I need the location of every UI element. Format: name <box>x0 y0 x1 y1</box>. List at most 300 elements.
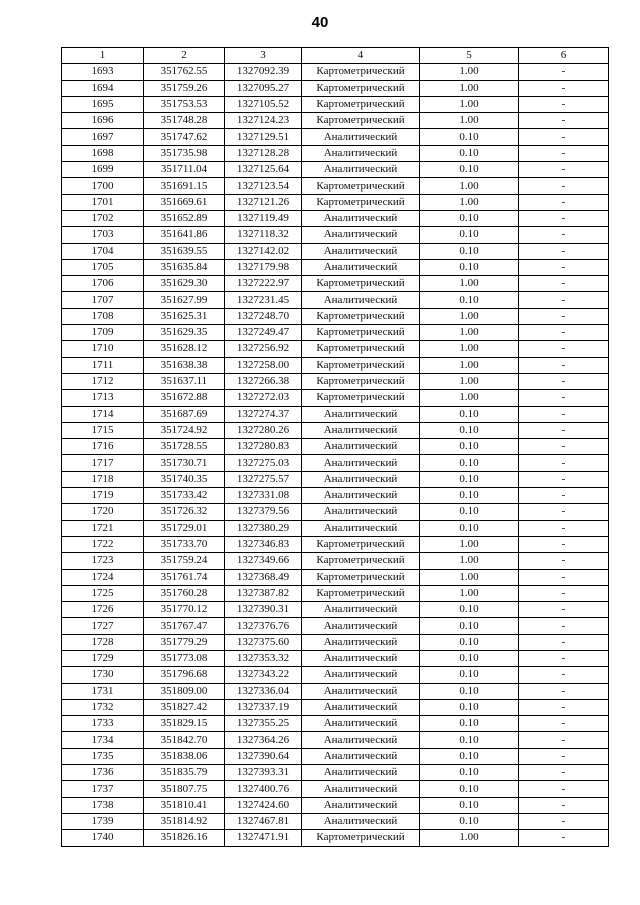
cell-x: 351730.71 <box>144 455 225 471</box>
cell-description: - <box>519 634 609 650</box>
cell-method: Аналитический <box>302 292 420 308</box>
cell-method: Картометрический <box>302 390 420 406</box>
cell-method: Аналитический <box>302 504 420 520</box>
cell-description: - <box>519 325 609 341</box>
cell-y: 1327123.54 <box>225 178 302 194</box>
cell-x: 351770.12 <box>144 602 225 618</box>
cell-accuracy: 0.10 <box>420 439 519 455</box>
cell-y: 1327272.03 <box>225 390 302 406</box>
cell-point-number: 1709 <box>62 325 144 341</box>
cell-y: 1327390.31 <box>225 602 302 618</box>
cell-accuracy: 0.10 <box>420 471 519 487</box>
table-row <box>62 520 609 536</box>
cell-x: 351629.30 <box>144 276 225 292</box>
cell-x: 351625.31 <box>144 308 225 324</box>
cell-x: 351733.42 <box>144 488 225 504</box>
table-header-row <box>62 48 609 64</box>
table-row <box>62 292 609 308</box>
column-header-description: 6 <box>519 48 609 64</box>
cell-x: 351759.26 <box>144 80 225 96</box>
cell-x: 351809.00 <box>144 683 225 699</box>
table-row <box>62 64 609 80</box>
cell-x: 351814.92 <box>144 813 225 829</box>
table-row <box>62 553 609 569</box>
cell-x: 351826.16 <box>144 830 225 846</box>
cell-accuracy: 0.10 <box>420 210 519 226</box>
cell-accuracy: 1.00 <box>420 276 519 292</box>
cell-point-number: 1730 <box>62 667 144 683</box>
cell-y: 1327400.76 <box>225 781 302 797</box>
cell-x: 351773.08 <box>144 650 225 666</box>
cell-x: 351669.61 <box>144 194 225 210</box>
cell-description: - <box>519 504 609 520</box>
cell-description: - <box>519 373 609 389</box>
cell-point-number: 1697 <box>62 129 144 145</box>
cell-x: 351838.06 <box>144 748 225 764</box>
table-row <box>62 813 609 829</box>
cell-y: 1327349.66 <box>225 553 302 569</box>
table-row <box>62 765 609 781</box>
cell-description: - <box>519 422 609 438</box>
cell-description: - <box>519 765 609 781</box>
cell-method: Аналитический <box>302 683 420 699</box>
cell-y: 1327364.26 <box>225 732 302 748</box>
cell-description: - <box>519 308 609 324</box>
table-row <box>62 390 609 406</box>
table-row <box>62 96 609 112</box>
cell-accuracy: 1.00 <box>420 113 519 129</box>
cell-description: - <box>519 292 609 308</box>
cell-method: Картометрический <box>302 536 420 552</box>
cell-y: 1327376.76 <box>225 618 302 634</box>
cell-accuracy: 1.00 <box>420 308 519 324</box>
cell-description: - <box>519 569 609 585</box>
cell-description: - <box>519 830 609 846</box>
cell-description: - <box>519 259 609 275</box>
cell-point-number: 1723 <box>62 553 144 569</box>
cell-point-number: 1693 <box>62 64 144 80</box>
cell-point-number: 1712 <box>62 373 144 389</box>
cell-accuracy: 0.10 <box>420 716 519 732</box>
cell-x: 351641.86 <box>144 227 225 243</box>
cell-point-number: 1734 <box>62 732 144 748</box>
cell-method: Картометрический <box>302 96 420 112</box>
cell-point-number: 1719 <box>62 488 144 504</box>
cell-y: 1327390.64 <box>225 748 302 764</box>
cell-y: 1327471.91 <box>225 830 302 846</box>
cell-x: 351691.15 <box>144 178 225 194</box>
cell-accuracy: 0.10 <box>420 292 519 308</box>
table-row <box>62 422 609 438</box>
cell-point-number: 1703 <box>62 227 144 243</box>
cell-x: 351652.89 <box>144 210 225 226</box>
cell-description: - <box>519 683 609 699</box>
cell-y: 1327129.51 <box>225 129 302 145</box>
cell-y: 1327336.04 <box>225 683 302 699</box>
table-row <box>62 569 609 585</box>
cell-x: 351639.55 <box>144 243 225 259</box>
cell-point-number: 1733 <box>62 716 144 732</box>
cell-description: - <box>519 602 609 618</box>
table-row <box>62 308 609 324</box>
cell-accuracy: 0.10 <box>420 781 519 797</box>
cell-accuracy: 0.10 <box>420 227 519 243</box>
column-header-accuracy: 5 <box>420 48 519 64</box>
cell-y: 1327275.03 <box>225 455 302 471</box>
cell-x: 351759.24 <box>144 553 225 569</box>
cell-accuracy: 1.00 <box>420 553 519 569</box>
cell-point-number: 1738 <box>62 797 144 813</box>
cell-accuracy: 1.00 <box>420 64 519 80</box>
cell-x: 351810.41 <box>144 797 225 813</box>
cell-description: - <box>519 553 609 569</box>
cell-method: Аналитический <box>302 227 420 243</box>
table-row <box>62 243 609 259</box>
table-row <box>62 667 609 683</box>
cell-point-number: 1721 <box>62 520 144 536</box>
cell-point-number: 1711 <box>62 357 144 373</box>
cell-point-number: 1718 <box>62 471 144 487</box>
column-header-y: 3 <box>225 48 302 64</box>
cell-description: - <box>519 145 609 161</box>
cell-method: Аналитический <box>302 520 420 536</box>
cell-point-number: 1700 <box>62 178 144 194</box>
cell-accuracy: 0.10 <box>420 162 519 178</box>
cell-description: - <box>519 667 609 683</box>
cell-method: Картометрический <box>302 276 420 292</box>
cell-point-number: 1701 <box>62 194 144 210</box>
cell-accuracy: 1.00 <box>420 390 519 406</box>
cell-y: 1327331.08 <box>225 488 302 504</box>
cell-y: 1327343.22 <box>225 667 302 683</box>
cell-x: 351726.32 <box>144 504 225 520</box>
cell-y: 1327121.26 <box>225 194 302 210</box>
cell-method: Аналитический <box>302 650 420 666</box>
cell-point-number: 1715 <box>62 422 144 438</box>
cell-method: Аналитический <box>302 748 420 764</box>
cell-method: Аналитический <box>302 781 420 797</box>
table-row <box>62 129 609 145</box>
cell-method: Аналитический <box>302 797 420 813</box>
cell-y: 1327222.97 <box>225 276 302 292</box>
cell-description: - <box>519 732 609 748</box>
cell-point-number: 1698 <box>62 145 144 161</box>
cell-x: 351733.70 <box>144 536 225 552</box>
cell-accuracy: 1.00 <box>420 194 519 210</box>
cell-y: 1327346.83 <box>225 536 302 552</box>
cell-y: 1327248.70 <box>225 308 302 324</box>
cell-y: 1327142.02 <box>225 243 302 259</box>
cell-point-number: 1735 <box>62 748 144 764</box>
cell-description: - <box>519 488 609 504</box>
cell-accuracy: 0.10 <box>420 667 519 683</box>
cell-x: 351735.98 <box>144 145 225 161</box>
table-row <box>62 781 609 797</box>
cell-description: - <box>519 585 609 601</box>
cell-y: 1327119.49 <box>225 210 302 226</box>
cell-y: 1327231.45 <box>225 292 302 308</box>
cell-accuracy: 1.00 <box>420 357 519 373</box>
cell-description: - <box>519 716 609 732</box>
cell-point-number: 1720 <box>62 504 144 520</box>
cell-y: 1327280.26 <box>225 422 302 438</box>
cell-method: Аналитический <box>302 716 420 732</box>
cell-y: 1327368.49 <box>225 569 302 585</box>
cell-y: 1327092.39 <box>225 64 302 80</box>
cell-description: - <box>519 357 609 373</box>
cell-method: Аналитический <box>302 602 420 618</box>
cell-point-number: 1716 <box>62 439 144 455</box>
cell-point-number: 1724 <box>62 569 144 585</box>
cell-accuracy: 1.00 <box>420 373 519 389</box>
table-row <box>62 357 609 373</box>
cell-description: - <box>519 650 609 666</box>
cell-point-number: 1740 <box>62 830 144 846</box>
cell-accuracy: 1.00 <box>420 325 519 341</box>
cell-accuracy: 1.00 <box>420 569 519 585</box>
cell-x: 351753.53 <box>144 96 225 112</box>
table-row <box>62 830 609 846</box>
cell-method: Аналитический <box>302 634 420 650</box>
table-row <box>62 504 609 520</box>
cell-y: 1327467.81 <box>225 813 302 829</box>
cell-y: 1327105.52 <box>225 96 302 112</box>
cell-x: 351729.01 <box>144 520 225 536</box>
cell-point-number: 1726 <box>62 602 144 618</box>
cell-method: Аналитический <box>302 667 420 683</box>
cell-method: Аналитический <box>302 732 420 748</box>
table-row <box>62 618 609 634</box>
cell-accuracy: 1.00 <box>420 830 519 846</box>
cell-method: Картометрический <box>302 64 420 80</box>
cell-description: - <box>519 96 609 112</box>
cell-description: - <box>519 162 609 178</box>
cell-accuracy: 0.10 <box>420 618 519 634</box>
table-row <box>62 373 609 389</box>
cell-x: 351728.55 <box>144 439 225 455</box>
cell-point-number: 1739 <box>62 813 144 829</box>
cell-description: - <box>519 618 609 634</box>
cell-description: - <box>519 210 609 226</box>
cell-x: 351761.74 <box>144 569 225 585</box>
cell-description: - <box>519 520 609 536</box>
table-row <box>62 276 609 292</box>
cell-x: 351779.29 <box>144 634 225 650</box>
cell-accuracy: 1.00 <box>420 341 519 357</box>
cell-method: Аналитический <box>302 471 420 487</box>
cell-x: 351747.62 <box>144 129 225 145</box>
table-row <box>62 797 609 813</box>
table-row <box>62 162 609 178</box>
table-row <box>62 406 609 422</box>
column-header-method: 4 <box>302 48 420 64</box>
cell-accuracy: 1.00 <box>420 585 519 601</box>
cell-y: 1327256.92 <box>225 341 302 357</box>
cell-method: Аналитический <box>302 699 420 715</box>
cell-method: Картометрический <box>302 178 420 194</box>
cell-y: 1327379.56 <box>225 504 302 520</box>
page-number: 40 <box>311 14 329 31</box>
coordinates-table <box>61 47 609 847</box>
cell-x: 351740.35 <box>144 471 225 487</box>
table-row <box>62 439 609 455</box>
cell-x: 351842.70 <box>144 732 225 748</box>
table-row <box>62 194 609 210</box>
cell-y: 1327124.23 <box>225 113 302 129</box>
cell-point-number: 1714 <box>62 406 144 422</box>
cell-point-number: 1699 <box>62 162 144 178</box>
cell-point-number: 1705 <box>62 259 144 275</box>
cell-point-number: 1694 <box>62 80 144 96</box>
cell-y: 1327393.31 <box>225 765 302 781</box>
cell-x: 351829.15 <box>144 716 225 732</box>
cell-accuracy: 0.10 <box>420 602 519 618</box>
cell-accuracy: 0.10 <box>420 129 519 145</box>
cell-description: - <box>519 455 609 471</box>
cell-point-number: 1737 <box>62 781 144 797</box>
cell-accuracy: 0.10 <box>420 683 519 699</box>
cell-accuracy: 0.10 <box>420 797 519 813</box>
cell-method: Картометрический <box>302 553 420 569</box>
cell-accuracy: 0.10 <box>420 634 519 650</box>
cell-method: Картометрический <box>302 357 420 373</box>
cell-x: 351672.88 <box>144 390 225 406</box>
cell-point-number: 1695 <box>62 96 144 112</box>
cell-description: - <box>519 243 609 259</box>
cell-point-number: 1713 <box>62 390 144 406</box>
cell-method: Аналитический <box>302 422 420 438</box>
cell-method: Картометрический <box>302 830 420 846</box>
cell-accuracy: 0.10 <box>420 732 519 748</box>
table-row <box>62 602 609 618</box>
table-body <box>62 64 609 846</box>
table-row <box>62 716 609 732</box>
cell-description: - <box>519 129 609 145</box>
cell-x: 351628.12 <box>144 341 225 357</box>
table-row <box>62 748 609 764</box>
table-row <box>62 536 609 552</box>
cell-method: Аналитический <box>302 259 420 275</box>
cell-method: Картометрический <box>302 325 420 341</box>
cell-method: Аналитический <box>302 439 420 455</box>
cell-point-number: 1706 <box>62 276 144 292</box>
cell-x: 351760.28 <box>144 585 225 601</box>
cell-accuracy: 0.10 <box>420 406 519 422</box>
cell-x: 351629.35 <box>144 325 225 341</box>
cell-point-number: 1707 <box>62 292 144 308</box>
cell-x: 351637.11 <box>144 373 225 389</box>
table-row <box>62 732 609 748</box>
cell-point-number: 1725 <box>62 585 144 601</box>
cell-accuracy: 0.10 <box>420 504 519 520</box>
cell-method: Аналитический <box>302 129 420 145</box>
cell-description: - <box>519 813 609 829</box>
cell-point-number: 1729 <box>62 650 144 666</box>
cell-description: - <box>519 227 609 243</box>
cell-accuracy: 1.00 <box>420 80 519 96</box>
cell-description: - <box>519 748 609 764</box>
cell-y: 1327387.82 <box>225 585 302 601</box>
cell-y: 1327249.47 <box>225 325 302 341</box>
table-row <box>62 650 609 666</box>
cell-description: - <box>519 471 609 487</box>
cell-y: 1327258.00 <box>225 357 302 373</box>
cell-x: 351762.55 <box>144 64 225 80</box>
cell-point-number: 1732 <box>62 699 144 715</box>
cell-x: 351807.75 <box>144 781 225 797</box>
cell-y: 1327266.38 <box>225 373 302 389</box>
table-row <box>62 259 609 275</box>
cell-x: 351627.99 <box>144 292 225 308</box>
cell-description: - <box>519 80 609 96</box>
cell-point-number: 1704 <box>62 243 144 259</box>
cell-method: Картометрический <box>302 341 420 357</box>
cell-method: Аналитический <box>302 243 420 259</box>
table-row <box>62 113 609 129</box>
cell-y: 1327380.29 <box>225 520 302 536</box>
cell-accuracy: 0.10 <box>420 650 519 666</box>
cell-y: 1327274.37 <box>225 406 302 422</box>
cell-method: Картометрический <box>302 373 420 389</box>
cell-x: 351827.42 <box>144 699 225 715</box>
cell-accuracy: 0.10 <box>420 520 519 536</box>
cell-description: - <box>519 64 609 80</box>
cell-x: 351687.69 <box>144 406 225 422</box>
cell-method: Картометрический <box>302 80 420 96</box>
cell-y: 1327424.60 <box>225 797 302 813</box>
table-row <box>62 178 609 194</box>
table-row <box>62 227 609 243</box>
cell-accuracy: 0.10 <box>420 748 519 764</box>
cell-point-number: 1696 <box>62 113 144 129</box>
cell-point-number: 1727 <box>62 618 144 634</box>
cell-accuracy: 0.10 <box>420 145 519 161</box>
cell-point-number: 1702 <box>62 210 144 226</box>
cell-method: Аналитический <box>302 488 420 504</box>
cell-description: - <box>519 113 609 129</box>
cell-description: - <box>519 797 609 813</box>
cell-accuracy: 1.00 <box>420 536 519 552</box>
cell-accuracy: 1.00 <box>420 178 519 194</box>
cell-accuracy: 0.10 <box>420 488 519 504</box>
cell-method: Аналитический <box>302 455 420 471</box>
table-row <box>62 585 609 601</box>
cell-accuracy: 0.10 <box>420 243 519 259</box>
table-row <box>62 145 609 161</box>
cell-y: 1327275.57 <box>225 471 302 487</box>
cell-point-number: 1708 <box>62 308 144 324</box>
cell-method: Картометрический <box>302 308 420 324</box>
cell-y: 1327118.32 <box>225 227 302 243</box>
cell-accuracy: 0.10 <box>420 813 519 829</box>
cell-point-number: 1710 <box>62 341 144 357</box>
cell-y: 1327353.32 <box>225 650 302 666</box>
cell-accuracy: 0.10 <box>420 455 519 471</box>
cell-method: Аналитический <box>302 210 420 226</box>
cell-description: - <box>519 406 609 422</box>
cell-description: - <box>519 536 609 552</box>
cell-point-number: 1731 <box>62 683 144 699</box>
cell-accuracy: 0.10 <box>420 422 519 438</box>
cell-method: Аналитический <box>302 765 420 781</box>
cell-x: 351711.04 <box>144 162 225 178</box>
table-row <box>62 341 609 357</box>
cell-method: Аналитический <box>302 406 420 422</box>
table-row <box>62 699 609 715</box>
cell-x: 351635.84 <box>144 259 225 275</box>
cell-accuracy: 0.10 <box>420 765 519 781</box>
cell-description: - <box>519 341 609 357</box>
